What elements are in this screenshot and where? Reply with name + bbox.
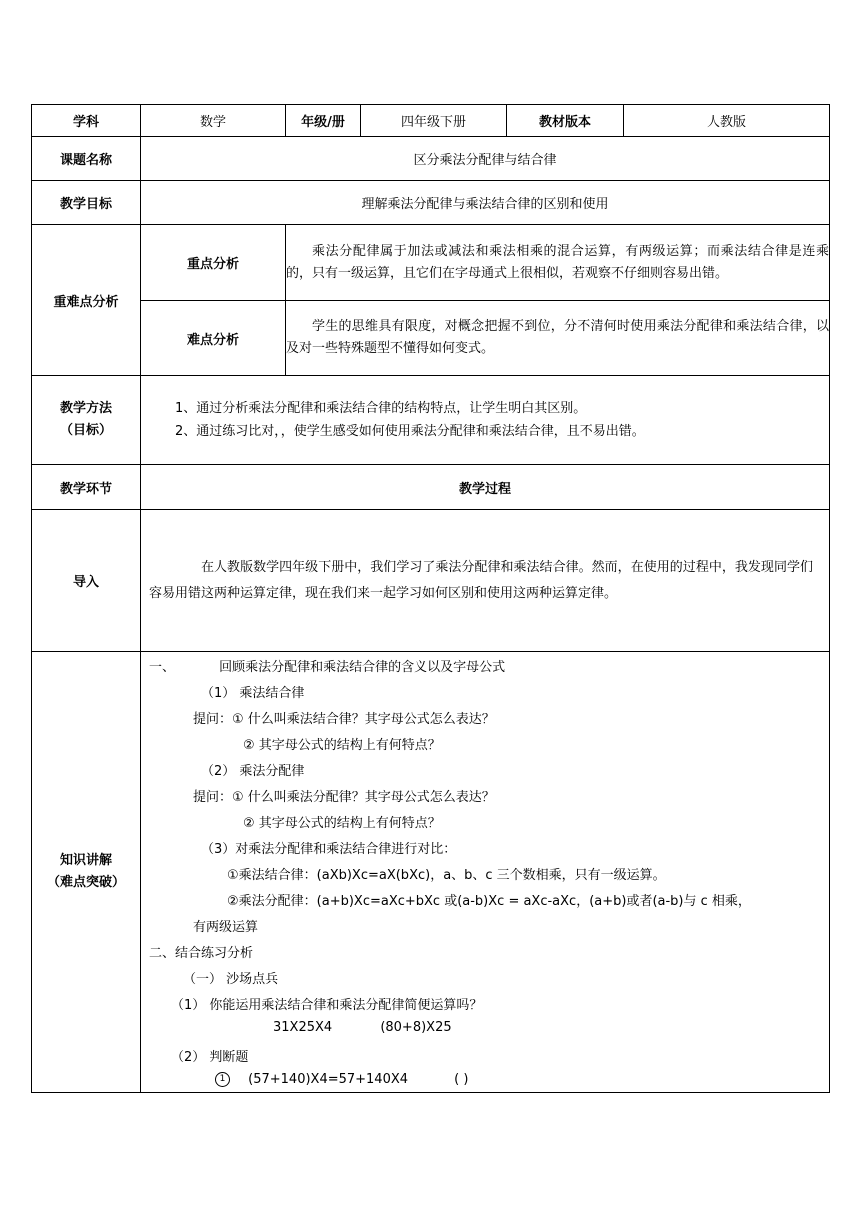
knowledge-content (141, 652, 830, 1093)
judgement-expression: (57+140)X4=57+140X4 (248, 1072, 409, 1087)
knowledge-line-17 (215, 1072, 468, 1087)
exercise-expression-2: (80+8)X25 (380, 1020, 452, 1035)
methods-item-1: 1、通过分析乘法分配律和乘法结合律的结构特点，让学生明白其区别。 (175, 401, 587, 416)
knowledge-line-5: （2） 乘法分配律 (201, 764, 305, 779)
exercise-expression-1: 31X25X4 (273, 1020, 333, 1035)
difficulty-analysis-row (32, 301, 830, 376)
difficulty-analysis-text: 学生的思维具有限度，对概念把握不到位，分不清何时使用乘法分配律和乘法结合律，以及对一些特殊题型不懂得如何变式。 (286, 301, 830, 376)
knowledge-line-8: （3）对乘法分配律和乘法结合律进行对比： (201, 842, 457, 857)
knowledge-line-14: （1） 你能运用乘法结合律和乘法分配律简便运算吗？ (171, 998, 483, 1013)
knowledge-label-line1: 知识讲解 (59, 853, 112, 868)
section-one-number: 一、 (149, 660, 176, 675)
knowledge-line-3: 提问：① 什么叫乘法结合律？其字母公式怎么表达？ (193, 712, 495, 727)
knowledge-line-7: ② 其字母公式的结构上有何特点？ (243, 816, 441, 831)
topic-row (32, 137, 830, 181)
lesson-plan-table (31, 104, 830, 1093)
edition-value: 人教版 (624, 105, 830, 137)
objective-row (32, 181, 830, 225)
difficulty-analysis-label: 难点分析 (141, 301, 286, 376)
objective-label: 教学目标 (32, 181, 141, 225)
edition-label: 教材版本 (507, 105, 624, 137)
methods-label-line1: 教学方法 (59, 401, 112, 416)
analysis-label: 重难点分析 (32, 225, 141, 376)
intro-text: 在人教版数学四年级下册中，我们学习了乘法分配律和乘法结合律。然而，在使用的过程中，我发现同学们容易用错这两种运算定律，现在我们来一起学习如何区别和使用这两种运算定律。 (141, 510, 830, 652)
knowledge-line-15 (273, 1020, 452, 1035)
topic-label: 课题名称 (32, 137, 141, 181)
knowledge-line-9: ①乘法结合律：(aXb)Xc=aX(bXc)，a、b、c 三个数相乘，只有一级运算。 (227, 868, 666, 883)
objective-value: 理解乘法分配律与乘法结合律的区别和使用 (141, 181, 830, 225)
methods-label (32, 376, 141, 465)
process-header-label: 教学环节 (32, 465, 141, 510)
info-row (32, 105, 830, 137)
subject-label: 学科 (32, 105, 141, 137)
knowledge-line-16: （2） 判断题 (171, 1050, 249, 1065)
circled-number-icon: 1 (215, 1072, 230, 1087)
knowledge-line-13: （一） 沙场点兵 (183, 972, 279, 987)
methods-item-2: 2、通过练习比对，，使学生感受如何使用乘法分配律和乘法结合律，且不易出错。 (175, 424, 645, 439)
section-one-title: 回顾乘法分配律和乘法结合律的含义以及字母公式 (219, 660, 506, 675)
knowledge-label-line2: （难点突破） (46, 875, 125, 890)
key-analysis-label: 重点分析 (141, 225, 286, 301)
knowledge-label (32, 652, 141, 1093)
methods-list (141, 376, 830, 465)
knowledge-row (32, 652, 830, 1093)
process-header-value: 教学过程 (141, 465, 830, 510)
knowledge-line-4: ② 其字母公式的结构上有何特点？ (243, 738, 441, 753)
knowledge-line-10: ②乘法分配律：(a+b)Xc=aXc+bXc 或(a-b)Xc = aXc-aXc，(a+b)或者(a-b)与 c 相乘， (227, 894, 751, 909)
grade-label: 年级/册 (286, 105, 361, 137)
intro-label: 导入 (32, 510, 141, 652)
subject-value: 数学 (141, 105, 286, 137)
methods-label-line2: （目标） (59, 423, 112, 438)
grade-value: 四年级下册 (361, 105, 507, 137)
key-analysis-text: 乘法分配律属于加法或减法和乘法相乘的混合运算，有两级运算；而乘法结合律是连乘的，只有一级运算，且它们在字母通式上很相似，若观察不仔细则容易出错。 (286, 225, 830, 301)
knowledge-line-12: 二、结合练习分析 (149, 946, 254, 961)
knowledge-line-2: （1） 乘法结合律 (201, 686, 305, 701)
intro-row (32, 510, 830, 652)
topic-value: 区分乘法分配律与结合律 (141, 137, 830, 181)
knowledge-line-1 (149, 656, 505, 675)
knowledge-line-6: 提问：① 什么叫乘法分配律？其字母公式怎么表达？ (193, 790, 495, 805)
key-analysis-row (32, 225, 830, 301)
methods-row (32, 376, 830, 465)
process-header-row (32, 465, 830, 510)
answer-blank: ( ) (454, 1072, 469, 1087)
knowledge-line-11: 有两级运算 (193, 920, 259, 935)
